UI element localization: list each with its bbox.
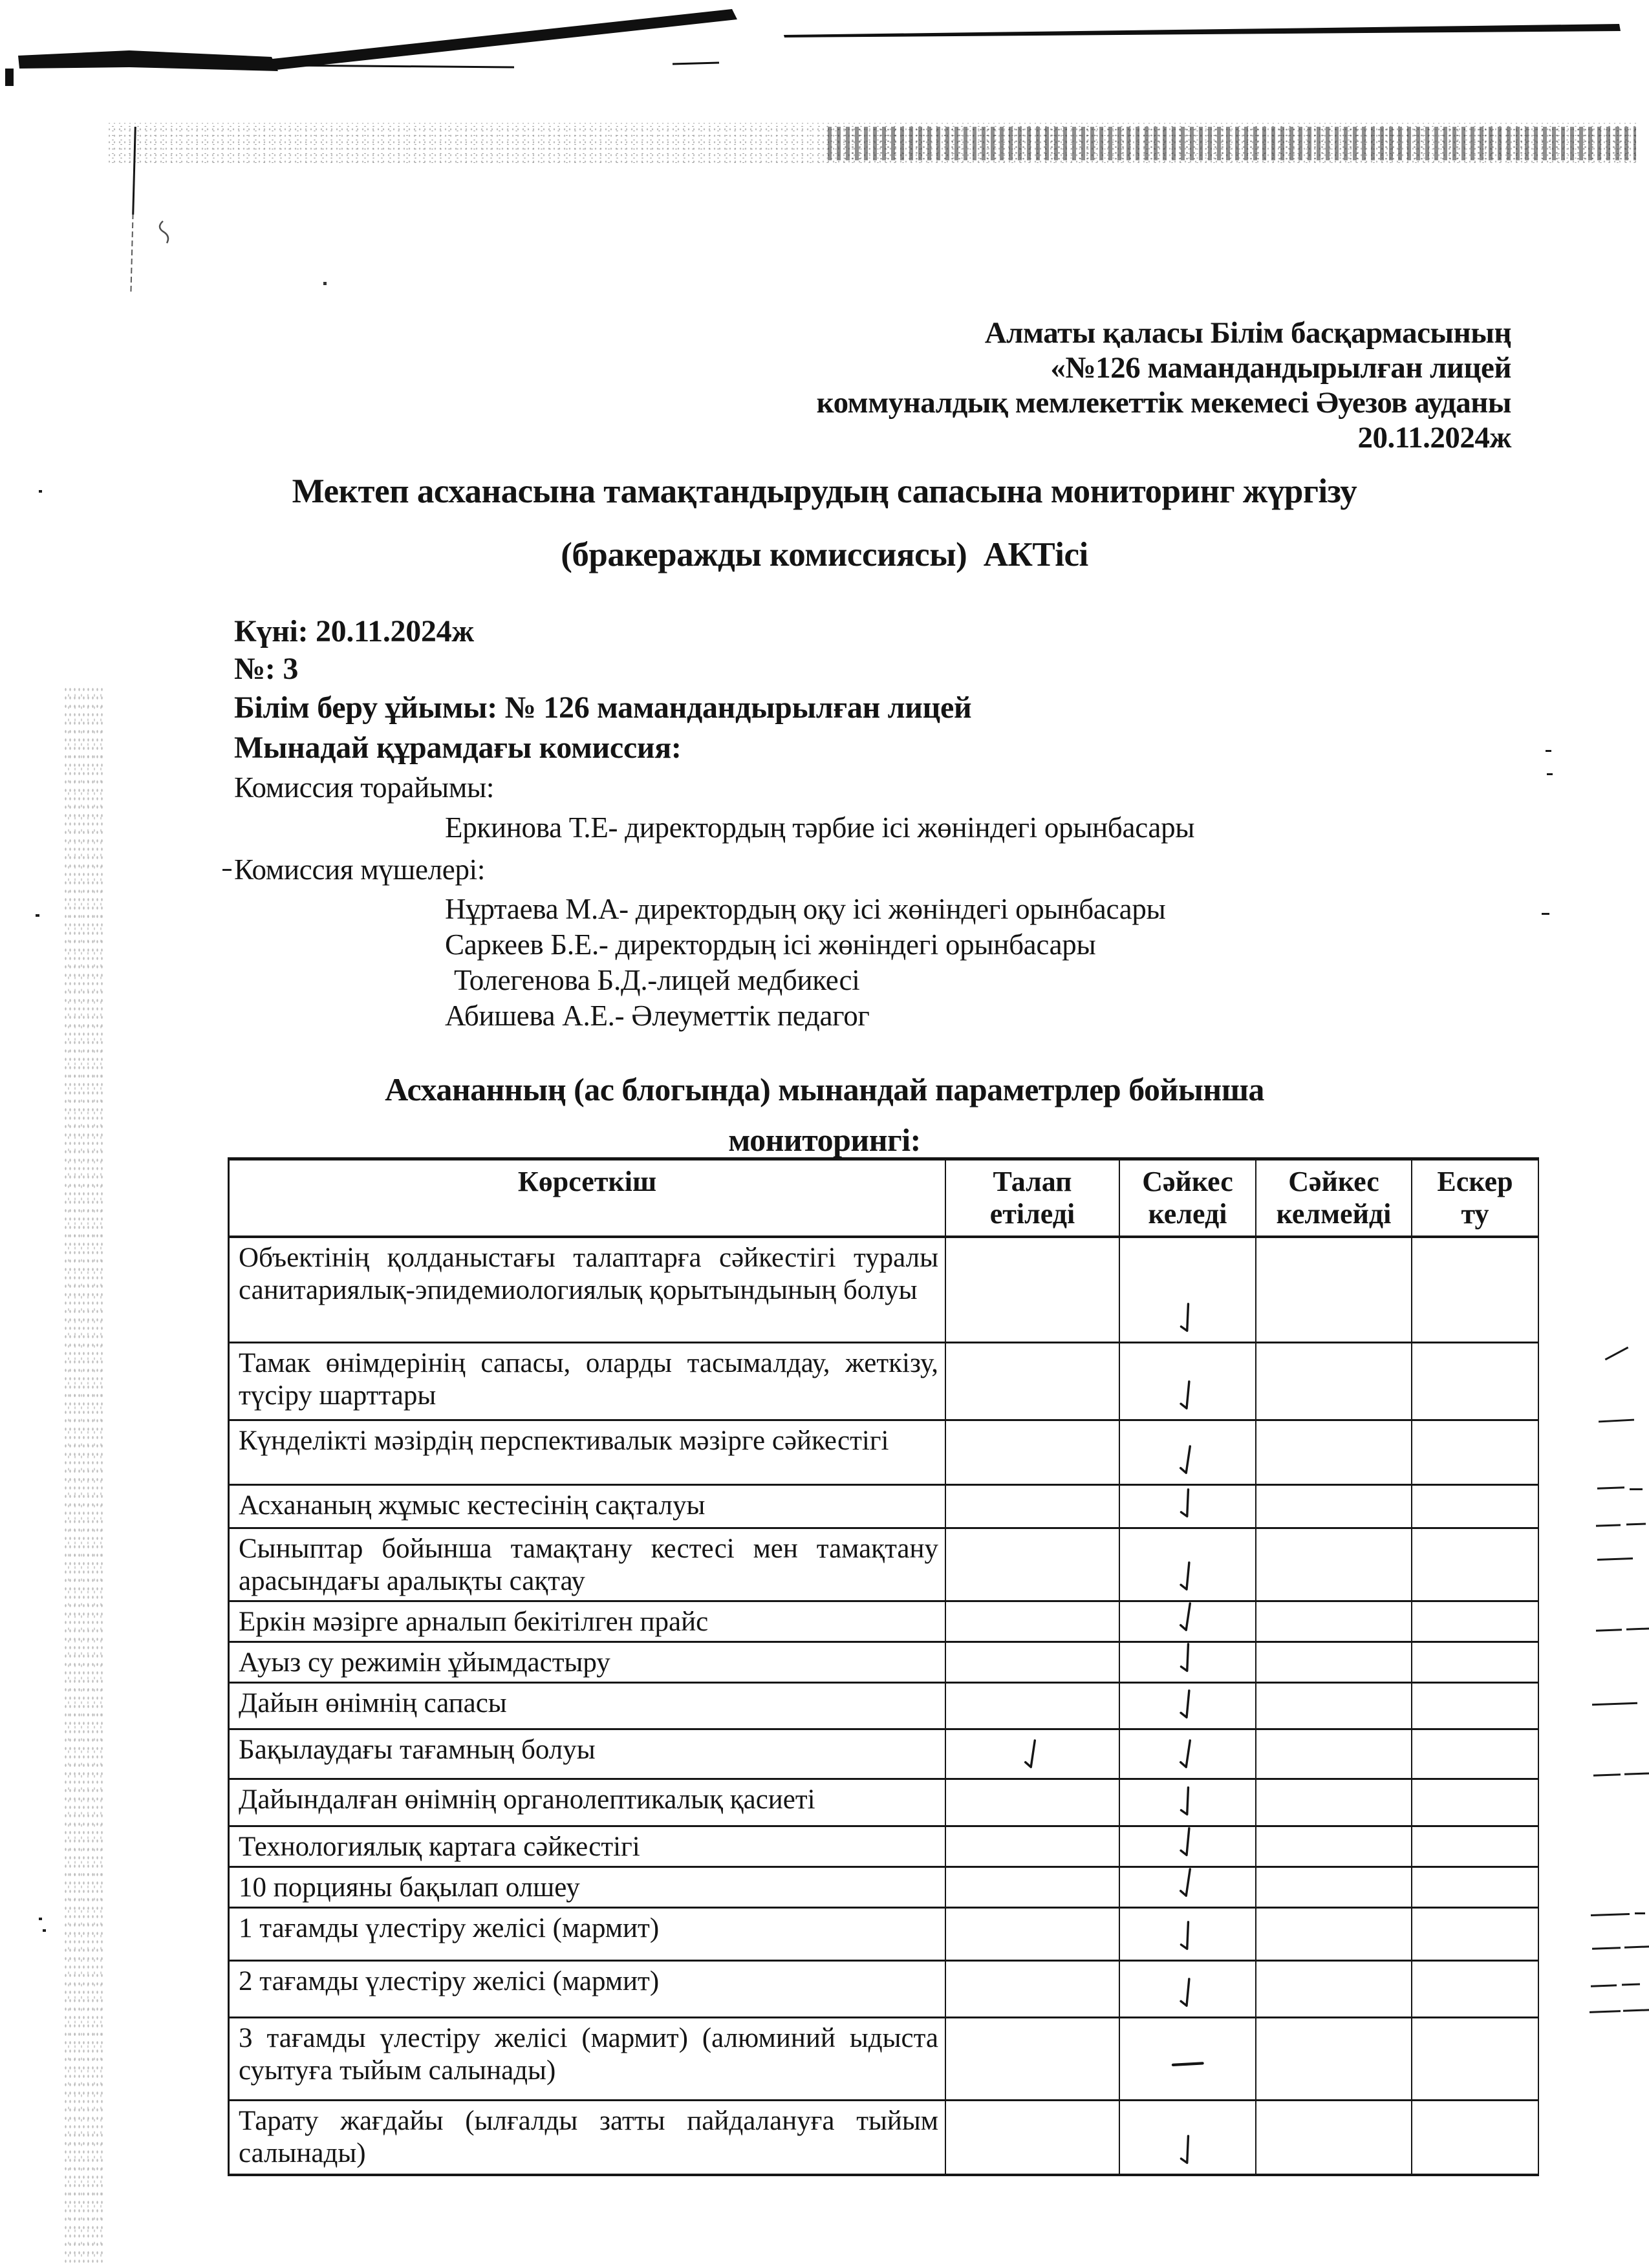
table-row [230, 1238, 1538, 1343]
note-cell [1412, 1909, 1538, 1960]
commission-intro: Мынадай құрамдағы комиссия: [234, 731, 682, 765]
dash-mark-icon [1170, 2056, 1205, 2071]
table-row [230, 1529, 1538, 1602]
non-compliant-cell [1256, 1909, 1412, 1960]
table-row [230, 1730, 1538, 1780]
handwritten-mark [1176, 1784, 1199, 1826]
indicator-label: 3 тағамды үлестіру желісі (мармит) (алюминий ыдыста суытуға тыйым салынады) [230, 2018, 946, 2099]
monitoring-table [228, 1157, 1539, 2176]
note-cell [1412, 1486, 1538, 1527]
checkmark-icon [1178, 1826, 1198, 1858]
checkmark-icon [1176, 1486, 1199, 1520]
handwritten-mark [1176, 1866, 1199, 1907]
required-cell [946, 1486, 1120, 1527]
letterhead-block [817, 316, 1511, 455]
scan-speck [36, 914, 39, 917]
note-cell [1412, 2018, 1538, 2099]
non-compliant-cell [1256, 1684, 1412, 1728]
compliant-cell [1120, 1529, 1256, 1600]
scan-artifact-dash [1624, 1772, 1649, 1775]
required-cell [946, 1780, 1120, 1825]
handwritten-mark [1176, 1737, 1199, 1779]
note-cell [1412, 1343, 1538, 1419]
non-compliant-cell [1256, 1486, 1412, 1527]
letterhead-date: 20.11.2024ж [1357, 421, 1511, 455]
required-cell [946, 1868, 1120, 1907]
handwritten-mark [1176, 2133, 1199, 2174]
scan-artifact-dash [1593, 1773, 1621, 1776]
note-cell [1412, 1643, 1538, 1682]
commission-member: Абишева А.Е.- Әлеуметтік педагог [445, 1000, 870, 1032]
column-header-line: ту [1461, 1198, 1489, 1230]
checkmark-icon [1177, 1600, 1200, 1634]
non-compliant-cell [1256, 1962, 1412, 2017]
table-row [230, 1486, 1538, 1529]
scan-artifact-dash [1590, 2010, 1621, 2013]
compliant-cell [1120, 1868, 1256, 1907]
checkmark-icon [1176, 2133, 1199, 2166]
note-cell [1412, 1421, 1538, 1484]
table-row [230, 2101, 1538, 2174]
act-organization: Білім беру ұйымы: № 126 мамандандырылған лицей [234, 690, 972, 725]
required-cell [946, 1421, 1120, 1484]
required-cell [946, 2101, 1120, 2174]
non-compliant-cell [1256, 1602, 1412, 1641]
indicator-label: 10 порцияны бақылап олшеу [230, 1868, 946, 1907]
commission-chair: Еркинова Т.Е- директордың тәрбие ісі жөніндегі орынбасары [445, 811, 1195, 844]
scan-artifact-dash [1635, 1912, 1645, 1914]
column-header-line: етіледі [989, 1198, 1075, 1230]
indicator-label: Дайындалған өнімнің органолептикалық қасиеті [230, 1780, 946, 1825]
handwritten-mark [1176, 1641, 1199, 1682]
checkmark-icon [1022, 1737, 1044, 1771]
table-row [230, 1343, 1538, 1421]
compliant-cell [1120, 1486, 1256, 1527]
checkmark-icon [1176, 1784, 1199, 1818]
scan-artifact-dash [1596, 1524, 1621, 1526]
compliant-cell [1120, 1962, 1256, 2017]
indicator-label: Сыныптар бойынша тамақтану кестесі мен тамақтану арасындағы аралықты сақтау [230, 1529, 946, 1600]
indicator-label: Дайын өнімнің сапасы [230, 1684, 946, 1728]
table-row [230, 1684, 1538, 1730]
scan-artifact-dash [1622, 1984, 1640, 1986]
handwritten-mark [1176, 1600, 1199, 1642]
scan-noise-band [828, 127, 1636, 160]
compliant-cell [1120, 2018, 1256, 2099]
checkmark-icon [1176, 1919, 1199, 1952]
compliant-cell [1120, 2101, 1256, 2174]
table-row [230, 1643, 1538, 1684]
scan-artifact-dash [1623, 2009, 1649, 2012]
table-row [230, 1868, 1538, 1909]
note-cell [1412, 1602, 1538, 1641]
handwritten-mark [1021, 1737, 1044, 1779]
indicator-label: Күнделікті мәзірдің перспективалык мәзірге сәйкестігі [230, 1421, 946, 1484]
indicator-label: Технологиялық картага сәйкестігі [230, 1827, 946, 1866]
non-compliant-cell [1256, 1421, 1412, 1484]
required-cell [946, 1343, 1120, 1419]
required-cell [946, 1827, 1120, 1866]
scan-noise-column [63, 685, 103, 2263]
scan-artifact-dash [1605, 1347, 1629, 1360]
commission-member: Нұртаева М.А- директордың оқу ісі жөніндегі орынбасары [445, 893, 1166, 925]
column-header-line: Ескер [1437, 1166, 1513, 1197]
column-header-line: Сәйкес [1288, 1166, 1379, 1197]
table-row [230, 2018, 1538, 2101]
column-header [1412, 1161, 1538, 1236]
commission-members-label: Комиссия мүшелері: [234, 853, 486, 886]
compliant-cell [1120, 1909, 1256, 1960]
compliant-cell [1120, 1343, 1256, 1419]
checkmark-icon [1177, 1866, 1200, 1899]
handwritten-mark [1176, 1443, 1199, 1484]
non-compliant-cell [1256, 2018, 1412, 2099]
column-header [1256, 1161, 1412, 1236]
indicator-label: Ауыз су режимін ұйымдастыру [230, 1643, 946, 1682]
scan-artifact-dash [1591, 1913, 1630, 1916]
checkmark-icon [1176, 1301, 1199, 1334]
note-cell [1412, 1238, 1538, 1342]
required-cell [946, 1684, 1120, 1728]
letterhead-line: коммуналдық мемлекеттік мекемесі Әуезов ауданы [816, 386, 1511, 420]
monitoring-heading: Асхананның (ас блогында) мынандай параметрлер бойынша [385, 1071, 1264, 1107]
note-cell [1412, 1780, 1538, 1825]
scan-speck [39, 1918, 42, 1920]
indicator-label: 1 тағамды үлестіру желісі (мармит) [230, 1909, 946, 1960]
handwritten-mark [1178, 1379, 1198, 1419]
handwritten-mark [1170, 2044, 1205, 2079]
handwritten-mark [1178, 1826, 1198, 1866]
scan-artifact-dash [1542, 913, 1549, 915]
commission-member: Саркеев Б.Е.- директордың ісі жөніндегі орынбасары [445, 928, 1096, 961]
checkmark-icon [1177, 1737, 1200, 1771]
required-cell [946, 1529, 1120, 1600]
scan-artifact-dash [1597, 1486, 1624, 1489]
scan-artifact-dash [1624, 1945, 1649, 1948]
checkmark-icon [1178, 1379, 1198, 1411]
handwritten-mark [1176, 1301, 1199, 1342]
compliant-cell [1120, 1421, 1256, 1484]
table-row [230, 1909, 1538, 1962]
checkmark-icon [1178, 1560, 1198, 1592]
indicator-label: Тарату жағдайы (ылғалды затты пайдалануға тыйым салынады) [230, 2101, 946, 2174]
compliant-cell [1120, 1643, 1256, 1682]
column-header [1120, 1161, 1256, 1236]
note-cell [1412, 1827, 1538, 1866]
commission-chair-label: Комиссия торайымы: [234, 771, 495, 804]
compliant-cell [1120, 1684, 1256, 1728]
indicator-label: Бақылаудағы тағамның болуы [230, 1730, 946, 1778]
indicator-label: Асхананың жұмыс кестесінің сақталуы [230, 1486, 946, 1527]
commission-member: Толегенова Б.Д.-лицей медбикесі [454, 964, 860, 996]
scan-artifact-dash [1596, 1629, 1622, 1631]
handwritten-mark [1176, 1486, 1199, 1528]
scan-artifact-dash [1626, 1627, 1649, 1630]
compliant-cell [1120, 1602, 1256, 1641]
non-compliant-cell [1256, 1730, 1412, 1778]
scan-artifact-dash [1592, 1702, 1637, 1706]
non-compliant-cell [1256, 1780, 1412, 1825]
non-compliant-cell [1256, 1238, 1412, 1342]
note-cell [1412, 1684, 1538, 1728]
column-header [946, 1161, 1120, 1236]
checkmark-icon [1178, 1688, 1198, 1720]
scan-artifact-dash [1599, 1419, 1634, 1423]
column-header-line: Сәйкес [1142, 1166, 1233, 1197]
non-compliant-cell [1256, 1643, 1412, 1682]
non-compliant-cell [1256, 1827, 1412, 1866]
scan-artifact-dash [1591, 1984, 1617, 1987]
required-cell [946, 1602, 1120, 1641]
required-cell [946, 1962, 1120, 2017]
table-row [230, 1602, 1538, 1643]
scan-artifact-dash [1597, 1557, 1633, 1561]
required-cell [946, 1643, 1120, 1682]
indicator-label: Объектінің қолданыстағы талаптарға сәйкестігі туралы санитариялық-эпидемиологиялық қорытындының болуы [230, 1238, 946, 1342]
scan-artifact-dash [1547, 773, 1553, 775]
indicator-label: 2 тағамды үлестіру желісі (мармит) [230, 1962, 946, 2017]
column-header-line: келмейді [1276, 1198, 1392, 1230]
scan-artifact-dash [1592, 1947, 1621, 1950]
indicator-label: Тамак өнімдерінің сапасы, оларды тасымалдау, жеткізу, түсіру шарттары [230, 1343, 946, 1419]
compliant-cell [1120, 1780, 1256, 1825]
table-header-row [230, 1161, 1538, 1238]
required-cell [946, 1730, 1120, 1778]
note-cell [1412, 1730, 1538, 1778]
non-compliant-cell [1256, 1529, 1412, 1600]
scan-artifact-dash [1546, 750, 1551, 752]
required-cell [946, 1909, 1120, 1960]
indicator-label: Еркін мәзірге арналып бекітілген прайс [230, 1602, 946, 1641]
scan-artifact-dash [1630, 1488, 1643, 1490]
required-cell [946, 1238, 1120, 1342]
non-compliant-cell [1256, 1343, 1412, 1419]
compliant-cell [1120, 1730, 1256, 1778]
non-compliant-cell [1256, 1868, 1412, 1907]
act-info-block [234, 613, 1194, 1033]
scan-speck [222, 869, 232, 871]
document-subtitle: (бракеражды комиссиясы) АКТісі [561, 536, 1088, 573]
handwritten-mark [1178, 1976, 1198, 2017]
table-row [230, 1827, 1538, 1868]
column-header-line: Талап [993, 1166, 1072, 1197]
document-title: Мектеп асханасына тамақтандырудың сапасына мониторинг жүргізу [292, 473, 1357, 510]
checkmark-icon [1177, 1443, 1200, 1477]
table-row [230, 1421, 1538, 1486]
note-cell [1412, 2101, 1538, 2174]
required-cell [946, 2018, 1120, 2099]
note-cell [1412, 1962, 1538, 2017]
letterhead-line: Алматы қаласы Білім басқармасының [984, 316, 1511, 350]
monitoring-heading: мониторингі: [728, 1122, 921, 1158]
column-header-line: Көрсеткіш [517, 1166, 657, 1197]
handwritten-mark [1176, 1919, 1199, 1960]
act-number: №: 3 [234, 652, 299, 686]
handwritten-mark [1178, 1560, 1198, 1600]
table-row [230, 1962, 1538, 2018]
letterhead-line: «№126 мамандандырылған лицей [1050, 351, 1511, 385]
note-cell [1412, 1529, 1538, 1600]
note-cell [1412, 1868, 1538, 1907]
checkmark-icon [1176, 1641, 1199, 1674]
table-row [230, 1780, 1538, 1827]
act-date: Күні: 20.11.2024ж [234, 614, 474, 648]
checkmark-icon [1178, 1976, 1198, 2009]
scan-speck [43, 1929, 46, 1932]
scan-artifact-dash [1626, 1523, 1646, 1525]
column-header-line: келеді [1148, 1198, 1227, 1230]
compliant-cell [1120, 1238, 1256, 1342]
non-compliant-cell [1256, 2101, 1412, 2174]
compliant-cell [1120, 1827, 1256, 1866]
column-header [230, 1161, 946, 1236]
handwritten-mark [1178, 1688, 1198, 1728]
